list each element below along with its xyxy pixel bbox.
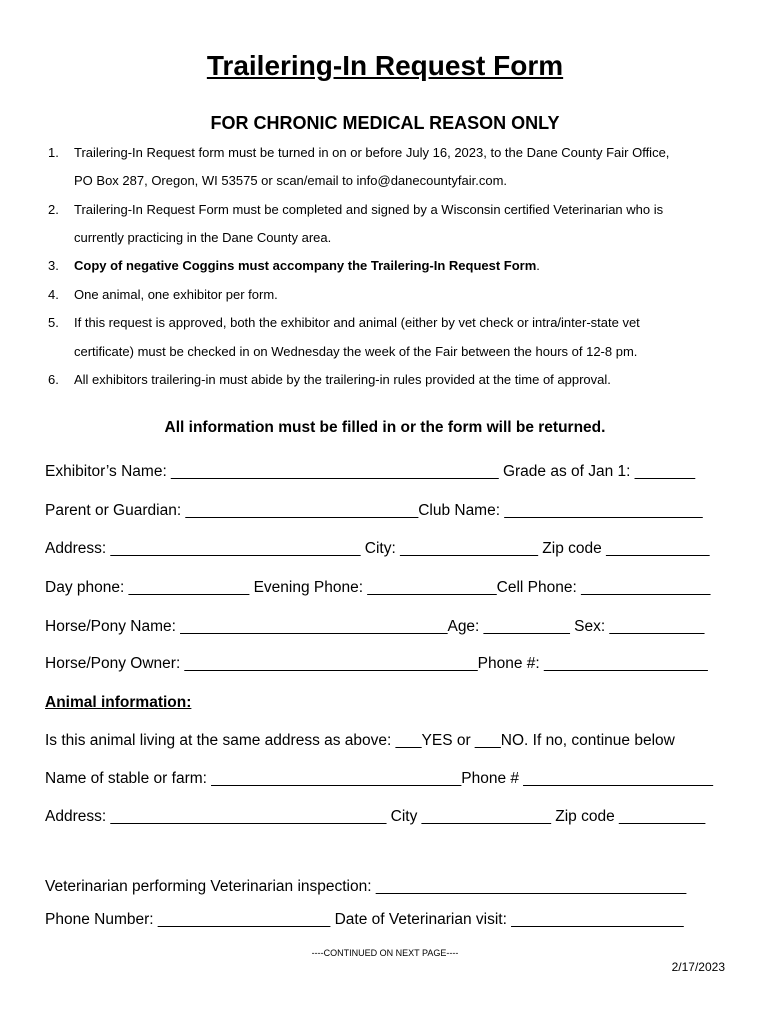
rule-number: 6. <box>48 372 59 387</box>
rule-number: 3. <box>48 258 59 273</box>
rule-text: Trailering-In Request form must be turned in on or before July 16, 2023, to the Dane County Fair Office, <box>74 145 670 160</box>
exhibitor-name-field[interactable]: Exhibitor’s Name: ______________________________________ Grade as of Jan 1: _______ <box>45 463 696 480</box>
rule-text: certificate) must be checked in on Wednesday the week of the Fair between the hours of 12-8 pm. <box>74 344 638 359</box>
phone-fields[interactable]: Day phone: ______________ Evening Phone: _______________Cell Phone: _______________ <box>45 579 711 596</box>
rule-text: All exhibitors trailering-in must abide by the trailering-in rules provided at the time of approval. <box>74 372 611 387</box>
stable-farm-field[interactable]: Name of stable or farm: _____________________________Phone # ______________________ <box>45 770 713 787</box>
continued-note: ----CONTINUED ON NEXT PAGE---- <box>311 948 459 958</box>
parent-guardian-field[interactable]: Parent or Guardian: ___________________________Club Name: _______________________ <box>45 502 703 519</box>
page-title: Trailering-In Request Form <box>206 50 564 81</box>
rule-number: 4. <box>48 287 59 302</box>
fill-in-notice: All information must be filled in or the form will be returned. <box>164 419 606 436</box>
rule-text-bold: Copy of negative Coggins must accompany the Trailering-In Request Form <box>74 258 537 273</box>
rule-text-tail: . <box>536 258 540 273</box>
rule-number: 1. <box>48 145 59 160</box>
vet-phone-date-field[interactable]: Phone Number: ____________________ Date of Veterinarian visit: ____________________ <box>45 911 684 928</box>
rule-text: If this request is approved, both the exhibitor and animal (either by vet check or intra/inter-state vet <box>74 315 640 330</box>
rule-text: One animal, one exhibitor per form. <box>74 287 278 302</box>
form-date: 2/17/2023 <box>671 960 725 974</box>
horse-pony-owner-field[interactable]: Horse/Pony Owner: __________________________________Phone #: ___________________ <box>45 655 708 672</box>
same-address-question[interactable]: Is this animal living at the same address as above: ___YES or ___NO. If no, continue below <box>45 732 675 749</box>
rule-number: 5. <box>48 315 59 330</box>
rule-number: 2. <box>48 202 59 217</box>
page-subtitle: FOR CHRONIC MEDICAL REASON ONLY <box>210 113 560 133</box>
address-field[interactable]: Address: _____________________________ City: ________________ Zip code ____________ <box>45 540 710 557</box>
rule-text: Trailering-In Request Form must be completed and signed by a Wisconsin certified Veterinarian who is <box>74 202 664 217</box>
animal-information-heading: Animal information: <box>45 694 192 711</box>
horse-pony-name-field[interactable]: Horse/Pony Name: _______________________________Age: __________ Sex: ___________ <box>45 618 705 635</box>
rule-text: PO Box 287, Oregon, WI 53575 or scan/email to info@danecountyfair.com. <box>74 173 508 188</box>
rule-text: currently practicing in the Dane County area. <box>74 230 332 245</box>
veterinarian-field[interactable]: Veterinarian performing Veterinarian inspection: ____________________________________ <box>45 878 687 895</box>
stable-address-field[interactable]: Address: ________________________________ City _______________ Zip code __________ <box>45 808 706 825</box>
